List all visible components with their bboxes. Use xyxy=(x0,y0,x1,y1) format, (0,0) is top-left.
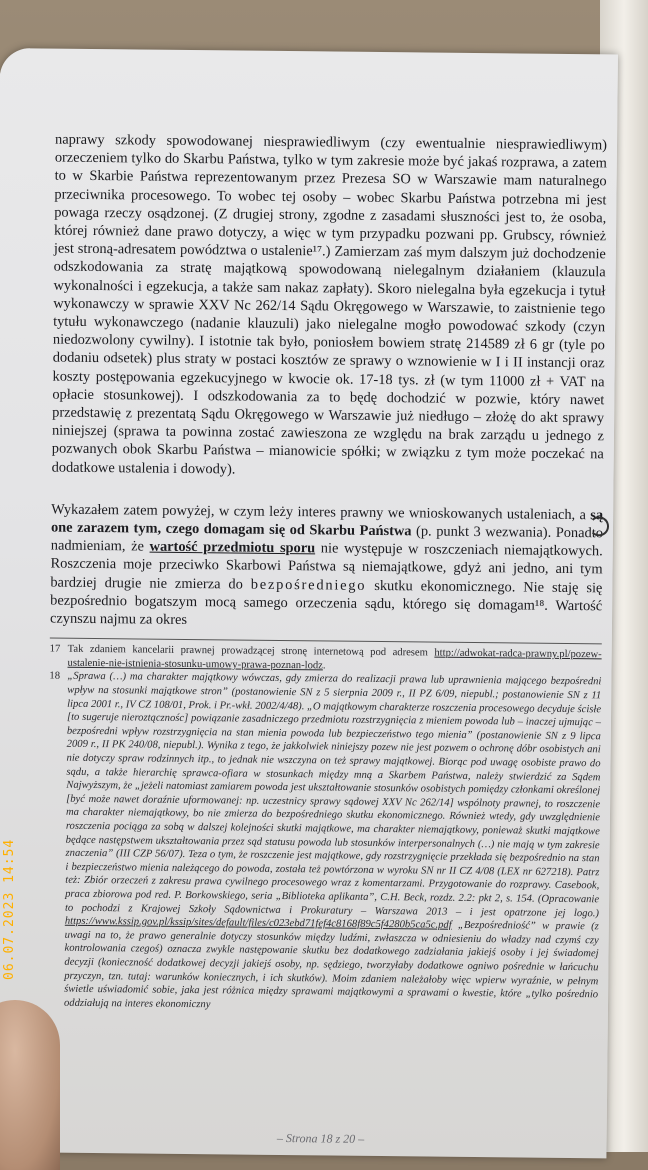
footnote-17-link[interactable]: http://adwokat-radca-prawny.pl/pozew-ustalenie-nie-istnienia-stosunku-umowy-prawa-poznan-lodz xyxy=(67,647,602,672)
paragraph-2-bold-underlined: wartość przedmiotu sporu xyxy=(149,538,316,557)
footnote-18 xyxy=(46,670,602,1016)
document-page xyxy=(0,48,618,1158)
finger xyxy=(0,1000,60,1170)
photo-timestamp: 06.07.2023 14:54 xyxy=(2,838,17,980)
paragraph-1: naprawy szkody spowodowanej niesprawiedliwym (czy ewentualnie niesprawiedliwym) orzeczeniem tylko do Skarbu Państwa, tylko w tym zakresie może być jakaś rozprawa, a zatem to w Skarbie Państwa reprezentowanym przez Prezesa SO w Warszawie mam naturalnego przeciwnika procesowego. To wobec tej osoby – wobec Skarbu Państwa potrzebna mi jest powaga rzeczy osądzonej. (Z drugiej strony, zgodne z zasadami słuszności jest to, że osoba, której również dane prawo dotyczy, a więc w tym przypadku pozwani pp. Grubscy, również jest stroną-adresatem powództwa o ustalenie¹⁷.) Zamierzam zaś mym dalszym już dochodzenie odszkodowania za stratę majątkową spowodowaną nielegalnym działaniem (klauzula wykonalności i egzekucja, a także sam nakaz zapłaty). Skoro nielegalna była egzekucja i tytuł wykonawczy w sprawie XXV Nc 262/14 Sądu Okręgowego w Warszawie, to zaistnienie tego tytułu wykonawczego (nadanie klauzuli) jako nielegalne mogło powodować szkody (czyn niedozwolony cywilny). I istotnie tak było, poniosłem bowiem stratę 214589 zł 6 gr (tyle po dodaniu odsetek) plus straty w postaci kosztów ze sprawy o wznowienie w I i II instancji oraz koszty postępowania egzekucyjnego w kwocie ok. 17-18 tys. zł (w tym 11000 zł + VAT na opłacie stosunkowej). I odszkodowania za to będę dochodzić w pozwie, który nawet przedstawię z prezentatą Sądu Okręgowego w Warszawie już niedługo – złożę do akt sprawy niniejszej (sprawa ta powinna zostać zawieszona ze względu na brak zarządu u jednego z pozwanych obok Skarbu Państwa – mianowicie spółki; w związku z tym może poczekać na dodatkowe ustalenia i dowody). xyxy=(51,131,608,478)
paragraph-2-part-b: (p. punkt 3 wezwania). Ponadto nadmieniam, że xyxy=(50,523,604,555)
paragraph-2-part-c: nie występuje w roszczeniach niemajątkowych. Roszczenia moje przeciwko Skarbowi Państwa są niemajątkowe, gdyż ani jedno, ani tym bardziej drugie nie zmierza do xyxy=(50,540,603,593)
paragraph-2-part-a: Wykazałem zatem powyżej, w czym leży interes prawny we wnioskowanych ustaleniach, a xyxy=(51,501,591,524)
page-number: – Strona 18 z 20 – xyxy=(276,1130,365,1146)
footnotes xyxy=(46,638,602,1016)
footnote-text xyxy=(64,670,602,1015)
page-content xyxy=(46,131,607,1016)
footnote-number: 17 xyxy=(49,643,61,655)
footnote-number: 18 xyxy=(49,671,61,683)
footnote-18-text: „Sprawa (…) ma charakter majątkowy wówczas, gdy zmierza do realizacji prawa lub uprawnienia mającego bezpośredni wpływ na stosunki majątkowe stron” (postanowienie SN z 5 sierpnia 2009 r., II PZ 6/09, niepubl.; postanowienie SN z 11 lipca 2001 r., IV CZ 108/01, Prok. i Pr.-wkł. 2002/4/48). „O majątkowym charakterze roszczenia procesowego decyduje ścisłe [to sugeruje nieroztącznośc] powiązanie zasadniczego przedmiotu rozstrzygnięcia z mieniem powoda lub – inaczej ujmując – bezpośredni wpływ rozstrzygnięcia na stan mienia powoda lub bezpieczeństwo tego mienia” (postanowienie SN z 9 lipca 2009 r., II PK 240/08, niepubl.). Wynika z tego, że jakkolwiek niniejszy pozew nie jest pozwem o ochronę dóbr osobistych ani nie dotyczy spraw rodzinnych itp., to jednak nie wszczyna on też sprawy majątkowej. Biorąc pod uwagę osobiste prawo do sądu, a także hierarchię sprawca-ofiara w stosunkach między mną a Skarbem Państwa, należy stwierdzić za Sądem Najwyższym, że „jeżeli natomiast zamiarem powoda jest ukształtowanie stosunków osobistych pomiędzy członkami określonej [być może nawet doraźnie uformowanej: np. uczestnicy sprawy sądowej XXV Nc 262/14] wspólnoty prawnej, to roszczenie ma charakter niemajątkowy, bo nie zmierza do bezpośredniego skutku ekonomicznego. Również wtedy, gdy uwzględnienie roszczenia pociąga za sobą w dalszej kolejności skutki majątkowe, ma charakter niemajątkowy, ponieważ skutki majątkowe będące następstwem ukształtowania przez sąd statusu powoda lub stosunków interpersonalnych (…) nie mają w tym zakresie znaczenia” (III CZP 56/07). Teza o tym, że roszczenie jest majątkowe, gdy rozstrzygnięcie przekłada się bezpośrednio na stan i bezpieczeństwo mienia należącego do powoda, została też powtórzona w wyroku SN nr II CZ 4/08 (LEX nr 627218). Patrz też: Zbiór orzeczeń z zakresu prawa cywilnego procesowego wraz z komentarzami. Przygotowanie do rozprawy. Casebook, praca zbiorowa pod red. P. Borkowskiego, seria „Biblioteka aplikanta”, C.H. Beck, rozdz. 2.2: pkt 2, s. 154. (Opracowanie to pochodzi z Krajowej Szkoły Sądownictwa i Prokuratury – Warszawa 2013 – i jest opatrzone jej logo.) xyxy=(64,671,602,919)
paragraph-2 xyxy=(50,500,603,633)
paragraph-2-part-d: skutku ekonomicznego. Nie staję się bezpośrednio bogatszym mocą samego orzeczenia sądu, którego się domagam¹⁸. Wartość czynszu najmu za okres xyxy=(49,577,603,629)
footnote-18-tail: „Bezpośredniość” w prawie (z uwagi na to, że prawo generalnie dotyczy stosunków między ludźmi, zwłaszcza w odniesieniu do władzy nad czymś czy kontrolowania czegoś) oznacza zwykle następowanie skutku bez dodatkowego zadziałania jakiejś osoby i jej świadomej decyzji (konieczność dodatkowej decyzji jakiejś osoby, np. sędziego, tworzyłaby dodatkowe ogniwo pośrednie w łańcuchu przyczyn, tzn. tutaj: warunków koniecznych, i ich skutków). Moim zdaniem należałoby więc wpierw wyraźnie, w pełnym świetle uświadomić sobie, jaka jest różnica między sprawami majątkowymi a sprawami o kwestie, które „tylko pośrednio oddziałują na interes ekonomiczny xyxy=(63,919,599,1010)
paragraph-2-bold-1: są one zarazem tym, czego domagam się od Skarbu Państwa xyxy=(50,507,604,540)
footnote-17-tail: . xyxy=(322,660,326,672)
footnote-17-text: Tak zdaniem kancelarii prawnej prowadzącej stronę internetową pod adresem xyxy=(67,644,435,659)
footnote-18-link[interactable]: https://www.kssip.gov.pl/kssip/sites/default/files/c023ebd71fef4c8168f89c5f4280b5ca5c.pdf xyxy=(64,915,452,931)
paragraph-2-spaced: bezpośredniego xyxy=(250,576,367,594)
binder-ring-icon xyxy=(589,516,609,536)
